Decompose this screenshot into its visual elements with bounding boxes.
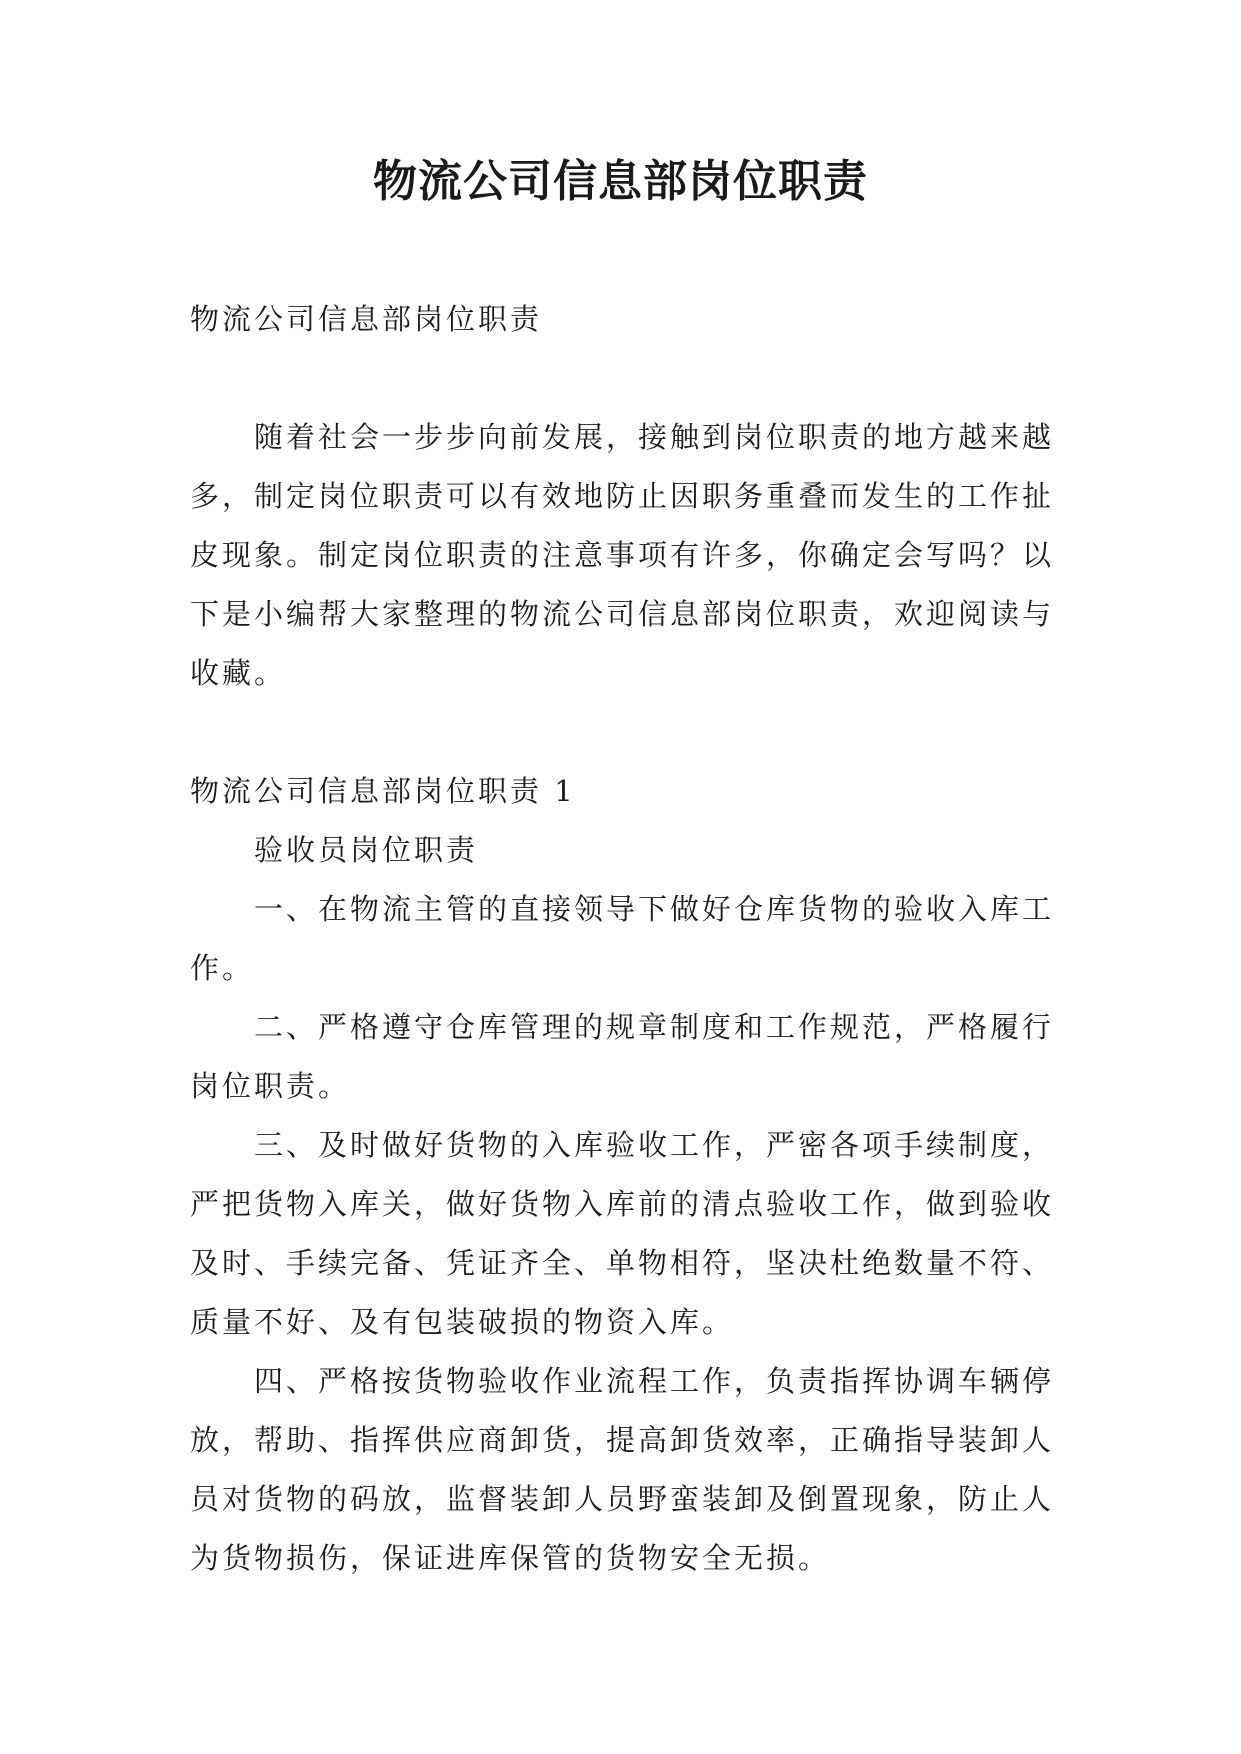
document-subtitle: 物流公司信息部岗位职责: [190, 302, 543, 336]
section-heading: 物流公司信息部岗位职责 1: [190, 774, 576, 808]
role-title: 验收员岗位职责: [254, 833, 479, 867]
duty-item-2: 二、严格遵守仓库管理的规章制度和工作规范，严格履行岗位职责。: [190, 1010, 1055, 1103]
document-title: 物流公司信息部岗位职责: [373, 156, 868, 207]
duty-item-3: 三、及时做好货物的入库验收工作，严密各项手续制度，严把货物入库关，做好货物入库前的清点验收工作，做到验收及时、手续完备、凭证齐全、单物相符，坚决杜绝数量不符、质量不好、及有包装破损的物资入库。: [190, 1128, 1055, 1339]
intro-paragraph: 随着社会一步步向前发展，接触到岗位职责的地方越来越多，制定岗位职责可以有效地防止因职务重叠而发生的工作扯皮现象。制定岗位职责的注意事项有许多，你确定会写吗？以下是小编帮大家整理的物流公司信息部岗位职责，欢迎阅读与收藏。: [190, 420, 1055, 690]
document-body: [190, 290, 1054, 1588]
duty-item-1: 一、在物流主管的直接领导下做好仓库货物的验收入库工作。: [190, 892, 1055, 985]
duty-item-4: 四、严格按货物验收作业流程工作，负责指挥协调车辆停放，帮助、指挥供应商卸货，提高卸货效率，正确指导装卸人员对货物的码放，监督装卸人员野蛮装卸及倒置现象，防止人为货物损伤，保证进库保管的货物安全无损。: [190, 1364, 1055, 1575]
